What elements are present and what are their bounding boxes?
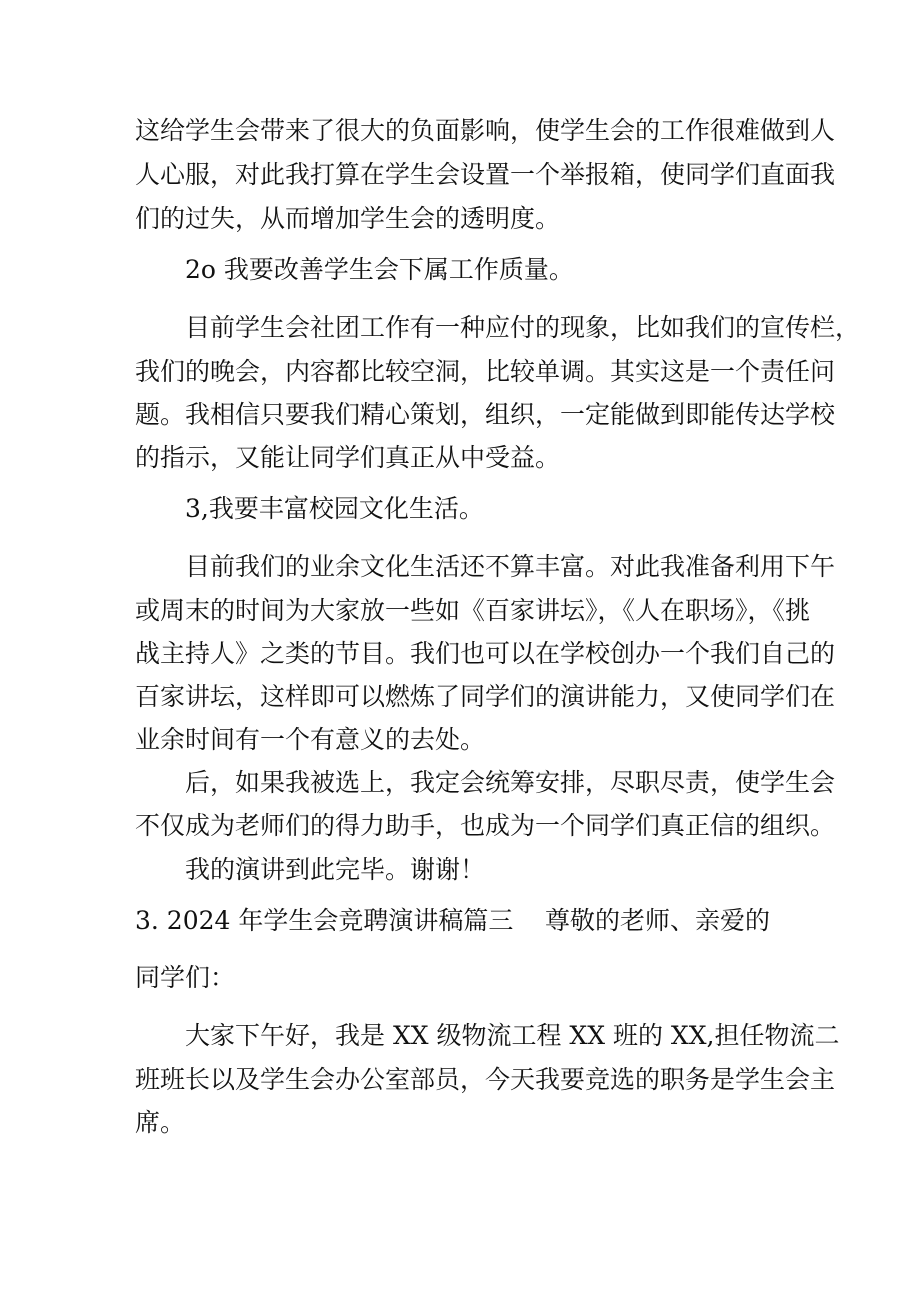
text-line-10: 目前我们的业余文化生活还不算丰富。对此我准备利用下午 xyxy=(185,552,836,581)
text-line-7: 题。我相信只要我们精心策划，组织，一定能做到即能传达学校 xyxy=(135,400,836,429)
text-line-12: 战主持人》之类的节目。我们也可以在学校创办一个我们自己的 xyxy=(135,639,836,668)
salutation-start: 尊敬的老师、亲爱的 xyxy=(545,906,771,935)
text-line-2: 人心服，对此我打算在学生会设置一个举报箱，使同学们直面我 xyxy=(135,160,836,189)
text-line-13: 百家讲坛，这样即可以燃炼了同学们的演讲能力，又使同学们在 xyxy=(135,682,836,711)
text-line-21: 大家下午好，我是 XX 级物流工程 XX 班的 XX,担任物流二 xyxy=(185,1021,840,1050)
closing-line: 我的演讲到此完毕。谢谢！ xyxy=(185,855,486,884)
text-line-5: 目前学生会社团工作有一种应付的现象，比如我们的宣传栏， xyxy=(185,313,861,342)
salutation-end: 同学们： xyxy=(135,963,236,992)
text-line-15: 后，如果我被选上，我定会统筹安排，尽职尽责，使学生会 xyxy=(185,768,836,797)
article-heading: 3. 2024 年学生会竞聘演讲稿篇三 xyxy=(135,906,514,935)
text-line-16: 不仅成为老师们的得力助手，也成为一个同学们真正信的组织。 xyxy=(135,811,836,840)
text-line-22: 班班长以及学生会办公室部员，今天我要竞选的职务是学生会主 xyxy=(135,1065,836,1094)
text-line-1: 这给学生会带来了很大的负面影响，使学生会的工作很难做到人 xyxy=(135,116,836,145)
section-heading-3: 3,我要丰富校园文化生活。 xyxy=(185,494,484,523)
text-line-14: 业余时间有一个有意义的去处。 xyxy=(135,725,486,754)
text-line-3: 们的过失，从而增加学生会的透明度。 xyxy=(135,204,561,233)
text-line-6: 我们的晚会，内容都比较空洞，比较单调。其实这是一个责任问 xyxy=(135,357,836,386)
section-heading-2: 2o 我要改善学生会下属工作质量。 xyxy=(185,255,574,284)
text-line-8: 的指示，又能让同学们真正从中受益。 xyxy=(135,443,561,472)
text-line-23: 席。 xyxy=(135,1108,186,1137)
text-line-11: 或周末的时间为大家放一些如《百家讲坛》，《人在职场》，《挑 xyxy=(135,596,811,625)
